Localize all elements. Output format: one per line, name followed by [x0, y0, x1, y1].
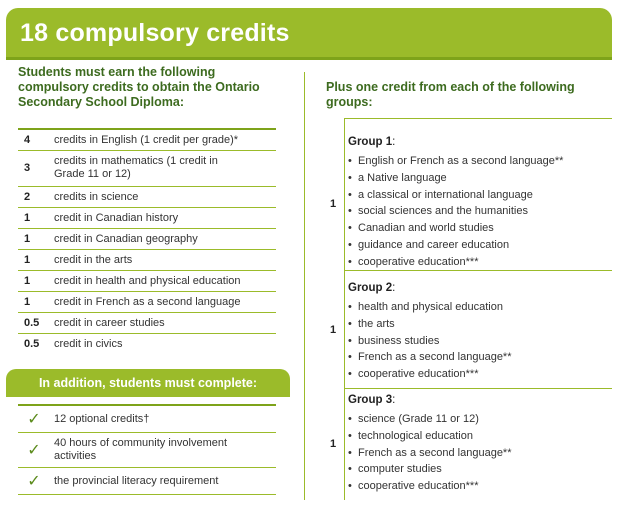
group-item-text: Canadian and world studies	[358, 222, 494, 235]
bullet: •	[348, 171, 352, 184]
row-divider	[18, 186, 276, 187]
requirement-row	[18, 407, 276, 431]
group-item-text: cooperative education***	[358, 255, 479, 268]
group-item-text: English or French as a second language**	[358, 155, 564, 167]
header-rule	[6, 57, 612, 60]
bullet: •	[348, 155, 352, 167]
group-item-text: health and physical education	[358, 301, 503, 313]
bullet: •	[348, 368, 352, 381]
credit-row	[18, 335, 276, 353]
group-item-text: guidance and career education	[358, 238, 510, 251]
group-item	[348, 461, 612, 478]
group-2	[326, 270, 612, 388]
bullet: •	[348, 480, 352, 493]
bullet: •	[348, 317, 352, 330]
bullet: •	[348, 188, 352, 201]
credit-description: credits in English (1 credit per grade)*	[54, 133, 239, 146]
group-item-text: a Native language	[358, 171, 447, 184]
credit-row	[18, 230, 276, 248]
requirement-text: the provincial literacy requirement	[54, 474, 219, 487]
group-item	[348, 428, 612, 445]
bullet: •	[348, 429, 352, 442]
bullet: •	[348, 238, 352, 251]
group-item	[348, 170, 612, 187]
checkmark-icon: ✓	[27, 473, 41, 490]
credit-row	[18, 152, 276, 184]
bullet: •	[348, 255, 352, 268]
group-item	[348, 349, 612, 366]
bullet: •	[348, 463, 352, 476]
group-item	[348, 411, 612, 428]
group-title	[348, 394, 612, 406]
checkmark-icon: ✓	[27, 411, 41, 428]
row-divider	[18, 249, 276, 250]
bullet: •	[348, 301, 352, 313]
row-divider	[18, 312, 276, 313]
bullet: •	[348, 446, 352, 459]
group-item-text: cooperative education***	[358, 480, 479, 493]
credit-description: credits in science	[54, 190, 139, 203]
row-divider	[18, 333, 276, 334]
credit-description: credit in French as a second language	[54, 295, 241, 308]
credit-count: 1	[24, 275, 31, 287]
group-title-colon: :	[392, 136, 396, 148]
credit-row	[18, 314, 276, 332]
credit-description: credit in Canadian history	[54, 211, 179, 224]
credit-count: 0.5	[24, 317, 40, 329]
group-title-text: Group 1	[348, 136, 393, 148]
group-item-text: social sciences and the humanities	[358, 205, 528, 218]
credit-description: credit in civics	[54, 337, 123, 350]
column-divider	[304, 72, 305, 500]
credit-description: credit in Canadian geography	[54, 232, 198, 245]
bullet: •	[348, 413, 352, 425]
credit-row	[18, 293, 276, 311]
group-credit-count: 1	[330, 198, 337, 210]
row-divider	[18, 494, 276, 495]
requirement-text: 12 optional credits†	[54, 412, 150, 425]
group-item	[348, 316, 612, 333]
credit-count: 1	[24, 254, 31, 266]
group-item	[348, 333, 612, 350]
credit-count: 1	[24, 212, 31, 224]
group-3	[326, 388, 612, 500]
row-divider	[18, 467, 276, 468]
bullet: •	[348, 351, 352, 364]
credit-count: 2	[24, 191, 31, 203]
group-item	[348, 203, 612, 220]
bullet: •	[348, 205, 352, 218]
table-top-rule	[18, 404, 276, 406]
credit-count: 3	[24, 162, 31, 174]
group-item	[348, 237, 612, 254]
credit-description: credit in career studies	[54, 316, 165, 329]
group-item-text: business studies	[358, 334, 440, 347]
row-divider	[18, 207, 276, 208]
group-item	[348, 153, 612, 170]
group-item	[348, 299, 612, 316]
group-item	[348, 254, 612, 271]
group-item-text: computer studies	[358, 463, 442, 476]
row-divider	[18, 150, 276, 151]
bullet: •	[348, 222, 352, 235]
groups-intro: Plus one credit from each of the following groups:	[326, 80, 575, 109]
credit-row	[18, 251, 276, 269]
credit-count: 0.5	[24, 338, 40, 350]
header-banner	[6, 8, 612, 58]
group-title	[348, 136, 612, 148]
group-title-colon: :	[392, 282, 396, 294]
requirement-row	[18, 434, 276, 466]
requirement-row	[18, 469, 276, 493]
group-item-text: French as a second language**	[358, 351, 512, 364]
group-title-text: Group 2	[348, 282, 393, 294]
table-top-rule	[18, 128, 276, 130]
row-divider	[18, 228, 276, 229]
group-item-text: cooperative education***	[358, 368, 479, 381]
credit-description: credit in health and physical education	[54, 274, 241, 287]
addition-title: In addition, students must complete:	[38, 376, 258, 390]
compulsory-intro: Students must earn the following compulsory credits to obtain the Ontario Secondary School Diploma:	[18, 65, 260, 109]
row-divider	[18, 270, 276, 271]
credit-description: credits in mathematics (1 credit in Grade 11 or 12)	[54, 155, 218, 180]
row-divider	[18, 291, 276, 292]
group-credit-count: 1	[330, 438, 337, 450]
group-item	[348, 478, 612, 495]
group-item-text: French as a second language**	[358, 446, 512, 459]
group-item-text: the arts	[358, 317, 395, 330]
group-item	[348, 445, 612, 462]
credit-count: 1	[24, 233, 31, 245]
credit-count: 4	[24, 134, 31, 146]
credit-count: 1	[24, 296, 31, 308]
bullet: •	[348, 334, 352, 347]
group-title-colon: :	[392, 394, 396, 406]
requirement-text: 40 hours of community involvement activities	[54, 437, 228, 462]
credit-row	[18, 188, 276, 206]
credit-row	[18, 131, 276, 149]
group-item-text: science (Grade 11 or 12)	[358, 413, 479, 425]
group-credit-count: 1	[330, 324, 337, 336]
addition-banner	[6, 369, 290, 397]
row-divider	[18, 432, 276, 433]
credit-row	[18, 272, 276, 290]
group-title	[348, 282, 612, 294]
group-item-text: a classical or international language	[358, 188, 533, 201]
page-title: 18 compulsory credits	[20, 19, 290, 47]
group-item	[348, 220, 612, 237]
group-item	[348, 366, 612, 383]
group-item-text: technological education	[358, 429, 473, 442]
group-1	[326, 118, 612, 270]
group-item	[348, 187, 612, 204]
credit-description: credit in the arts	[54, 253, 133, 266]
group-title-text: Group 3	[348, 394, 393, 406]
checkmark-icon: ✓	[27, 442, 41, 459]
credit-row	[18, 209, 276, 227]
